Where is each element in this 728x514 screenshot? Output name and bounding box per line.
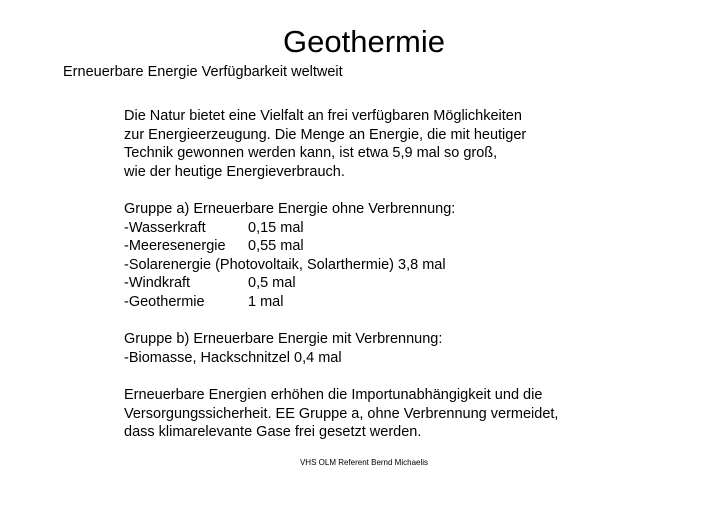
energy-source-name: -Wasserkraft [124,219,206,236]
energy-source-name: -Windkraft [124,275,191,291]
energy-source-name: -Meeresenergie [124,238,226,254]
list-item: -Biomasse, Hackschnitzel 0,4 mal [124,349,342,366]
energy-source-value: 0,15 mal [248,219,304,236]
list-item [124,274,714,293]
conclusion-line: Versorgungssicherheit. EE Gruppe a, ohne Verbrennung vermeidet, [124,405,559,422]
slide-body [124,107,714,442]
intro-line: Die Natur bietet eine Vielfalt an frei verfügbaren Möglichkeiten [124,108,522,124]
energy-source-name: -Geothermie [124,293,205,310]
footer-credit: VHS OLM Referent Bernd Michaelis [299,458,429,467]
list-item: -Solarenergie (Photovoltaik, Solarthermie) 3,8 mal [124,256,446,273]
intro-line: zur Energieerzeugung. Die Menge an Energie, die mit heutiger [124,126,527,143]
energy-source-value: 0,5 mal [248,275,296,291]
list-item [124,237,714,256]
conclusion-line: Erneuerbare Energien erhöhen die Importunabhängigkeit und die [124,387,543,403]
group-a-heading: Gruppe a) Erneuerbare Energie ohne Verbrennung: [124,201,456,217]
intro-line: wie der heutige Energieverbrauch. [124,163,345,180]
energy-source-value: 0,55 mal [248,238,304,254]
page-title: Geothermie [283,24,445,59]
list-item [124,219,714,238]
page-subtitle: Erneuerbare Energie Verfügbarkeit weltweit [63,64,343,80]
list-item [124,293,714,312]
energy-source-value: 1 mal [248,293,284,310]
group-b-heading: Gruppe b) Erneuerbare Energie mit Verbrennung: [124,331,443,347]
intro-line: Technik gewonnen werden kann, ist etwa 5,9 mal so groß, [124,145,498,161]
conclusion-line: dass klimarelevante Gase frei gesetzt werden. [124,424,422,440]
